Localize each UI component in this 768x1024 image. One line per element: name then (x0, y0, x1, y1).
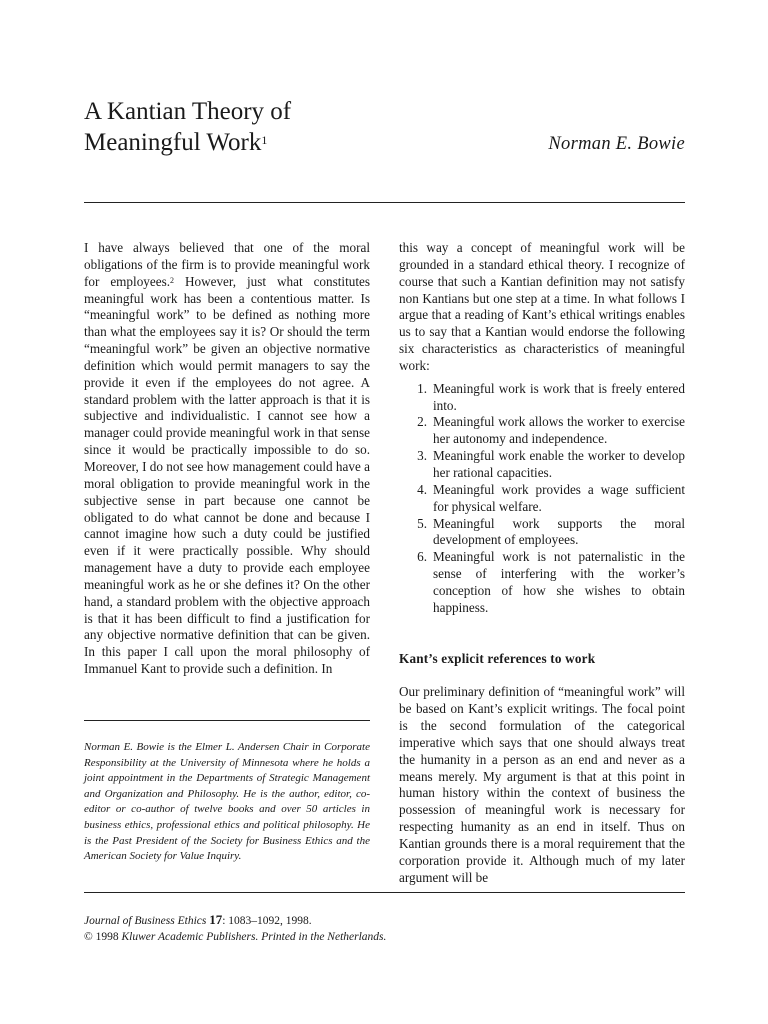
list-item-text: Meaningful work enable the worker to develop her rational capacities. (433, 448, 685, 480)
journal-pages-year: : 1083–1092, 1998. (222, 915, 312, 927)
list-item-text: Meaningful work is not paternalistic in the sense of interfering with the worker’s conception of how she wishes to obtain happiness. (433, 549, 685, 615)
continuation-paragraph: this way a concept of meaningful work will be grounded in a standard ethical theory. I recognize of course that such a Kantian definition may not satisfy non Kantians but one step at a time. In what follows I argue that a reading of Kant’s ethical writings enables us to say that a Kantian would endorse the following six characteristics as characteristics of meaningful work: (399, 240, 685, 373)
footer-divider (84, 892, 685, 893)
section-paragraph: Our preliminary definition of “meaningful work” will be based on Kant’s explicit writings. The focal point is the second formulation of the categorical imperative which says that one should always treat the humanity in a person as an end and never as a means merely. My argument is that at this point in human history within the context of business the possession of meaningful work is necessary for respecting humanity as an end in itself. Thus on Kantian grounds there is a moral requirement that the corporation provide it. Although much of my later argument will be (399, 684, 685, 885)
list-item-number: 2. (417, 414, 427, 430)
citation-footer (84, 912, 386, 945)
title-footnote-marker[interactable]: 1 (261, 133, 268, 147)
list-item (399, 448, 685, 482)
characteristics-list (399, 381, 685, 617)
copyright-symbol-year: © 1998 (84, 931, 122, 943)
intro-text-part-2: However, just what constitutes meaningful work has been a contentious matter. Is “meaningful work” to be defined as nothing more than what the employees say it is? Or should the term “meaningful work” be given an objective normative definition which would permit managers to say the provide it even if the employees do not agree. A standard problem with the latter approach is that it is subjective and individualistic. I cannot see how a manager could provide meaningful work in that sense since it would be practically impossible to do so. Moreover, I do not see how management could have a moral obligation to provide meaningful work in the subjective sense in part because one cannot be obligated to do what cannot be done and because I cannot imagine how such a duty could be justified even if it were practically possible. Why should management have a duty to provide each employee meaningful work as he or she defines it? On the other hand, a standard problem with the objective approach is that it has been difficult to find a justification for any objective normative definition that can be given. In this paper I call upon the moral philosophy of Immanuel Kant to provide such a definition. In (84, 273, 370, 677)
copyright-line (84, 929, 386, 945)
author-bio: Norman E. Bowie is the Elmer L. Andersen Chair in Corporate Responsibility at the University of Minnesota where he holds a joint appointment in the Departments of Strategic Management and Organization and Philosophy. He is the author, editor, co-editor or co-author of twelve books and over 50 articles in business ethics, professional ethics and political philosophy. He is the Past President of the Society for Business Ethics and the American Society for Value Inquiry. (84, 741, 370, 863)
list-item-number: 3. (417, 448, 427, 464)
list-item (399, 381, 685, 415)
right-column (399, 240, 685, 887)
section-heading: Kant’s explicit references to work (399, 650, 596, 666)
list-item-number: 4. (417, 481, 427, 497)
list-item-text: Meaningful work supports the moral development of employees. (433, 515, 685, 548)
bio-divider (84, 720, 370, 721)
journal-name: Journal of Business Ethics (84, 915, 207, 927)
header-divider (84, 202, 685, 203)
journal-volume: 17 (209, 912, 223, 927)
title-line-1: A Kantian Theory of (84, 98, 292, 125)
intro-text-part-1: I have always believed that one of the moral obligations of the firm is to provide meaningful work for employees. (84, 240, 370, 289)
author-name: Norman E. Bowie (548, 134, 685, 154)
list-item-text: Meaningful work is work that is freely entered into. (433, 380, 685, 413)
article-title (84, 96, 291, 158)
left-column (84, 240, 370, 678)
list-item-number: 5. (417, 515, 427, 531)
list-item (399, 482, 685, 516)
list-item-number: 1. (417, 380, 427, 396)
list-item (399, 414, 685, 448)
publisher-name: Kluwer Academic Publishers. Printed in the Netherlands. (121, 931, 387, 943)
list-item (399, 516, 685, 550)
list-item (399, 549, 685, 616)
citation-line (84, 912, 386, 929)
list-item-text: Meaningful work allows the worker to exercise her autonomy and independence. (433, 414, 685, 447)
intro-paragraph (84, 240, 370, 678)
list-item-text: Meaningful work provides a wage sufficient for physical welfare. (433, 481, 685, 514)
title-line-2: Meaningful Work (84, 129, 262, 156)
footnote-marker-2[interactable]: 2 (170, 275, 175, 285)
list-item-number: 6. (417, 549, 427, 565)
